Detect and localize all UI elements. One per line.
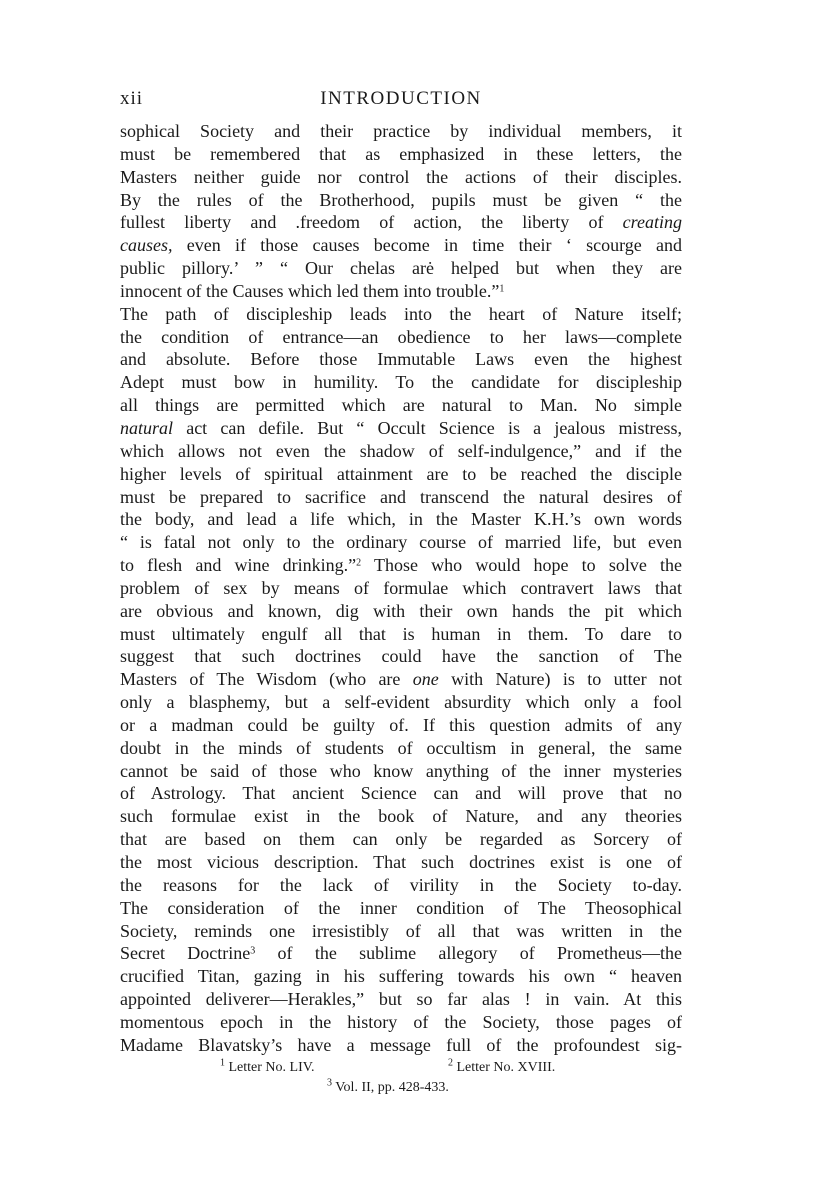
text-run: act can defile. But “ Occult Science is a jealous mistress, (173, 417, 682, 438)
text-run: higher levels of spiritual attainment are to be reached the disciple (120, 463, 682, 484)
text-run: fullest liberty and .freedom of action, the liberty of (120, 212, 623, 233)
text-run: to flesh and wine drinking.” (120, 555, 357, 576)
text-line (120, 326, 682, 349)
text-run: Those who would hope to solve the (361, 555, 682, 576)
text-run: must be remembered that as emphasized in these letters, the (120, 143, 682, 164)
text-run: suggest that such doctrines could have the sanction of The (120, 646, 682, 667)
text-run: doubt in the minds of students of occultism in general, the same (120, 737, 682, 758)
text-line (120, 554, 682, 577)
footnote-3 (327, 1078, 449, 1098)
text-run: only a blasphemy, but a self-evident absurdity which only a fool (120, 692, 682, 713)
text-run: cannot be said of those who know anything of the inner mysteries (120, 760, 682, 781)
footnote-3-text: Vol. II, pp. 428-433. (335, 1080, 449, 1095)
text-line (120, 303, 682, 326)
text-line (120, 645, 682, 668)
text-run: and absolute. Before those Immutable Laws even the highest (120, 349, 682, 370)
text-run: even if those causes become in time their ‘ scourge and (172, 235, 682, 256)
text-run: the most vicious description. That such doctrines exist is one of (120, 852, 682, 872)
text-run: must be prepared to sacrifice and transcend the natural desires of (120, 486, 682, 507)
text-run: are obvious and known, dig with their own hands the pit which (120, 600, 682, 621)
text-run: appointed deliverer—Herakles,” but so far alas ! in vain. At this (120, 989, 682, 1010)
italic-text: causes, (120, 235, 173, 256)
text-line (120, 166, 682, 189)
footnote-ref: 1 (499, 283, 505, 295)
text-line (120, 714, 682, 737)
text-line (120, 577, 682, 600)
text-run: The path of discipleship leads into the heart of Nature itself; (120, 303, 682, 324)
text-line (120, 851, 682, 874)
text-line (120, 508, 682, 531)
text-line (120, 828, 682, 851)
text-run: the body, and lead a life which, in the Master K.H.’s own words (120, 509, 682, 530)
text-run: Masters neither guide nor control the actions of their disciples. (120, 166, 682, 187)
text-run: the condition of entrance—an obedience to her laws—complete (120, 326, 682, 347)
text-line (120, 942, 682, 965)
text-line (120, 965, 682, 988)
text-line (120, 120, 682, 143)
text-line (120, 805, 682, 828)
text-run: must ultimately engulf all that is human in them. To dare to (120, 623, 682, 644)
text-line (120, 371, 682, 394)
text-run: Masters of The Wisdom (who are (120, 669, 413, 690)
text-run: with Nature) is to utter not (438, 669, 682, 690)
text-run: or a madman could be guilty of. If this question admits of any (120, 714, 682, 735)
footnote-ref: 2 (356, 557, 362, 569)
text-run: of Astrology. That ancient Science can and will prove that no (120, 783, 682, 804)
text-line (120, 531, 682, 554)
page-header (120, 88, 682, 116)
italic-text: one (412, 669, 439, 690)
page-number: xii (120, 88, 144, 109)
italic-text: creating (622, 212, 682, 233)
text-run: which allows not even the shadow of self-indulgence,” and if the (120, 440, 682, 461)
text-run: crucified Titan, gazing in his suffering towards his own “ heaven (120, 966, 682, 987)
text-line (120, 782, 682, 805)
text-line (120, 189, 682, 212)
text-run: sophical Society and their practice by individual members, it (120, 121, 682, 141)
text-run: innocent of the Causes which led them into trouble.” (120, 280, 500, 301)
text-run: Adept must bow in humility. To the candidate for discipleship (120, 372, 682, 393)
footnote-2-text: Letter No. XVIII. (456, 1060, 556, 1075)
text-run: Society, reminds one irresistibly of all that was written in the (120, 920, 682, 941)
text-line (120, 668, 682, 691)
footnote-2-mark: 2 (448, 1057, 453, 1069)
text-line (120, 760, 682, 783)
text-line (120, 874, 682, 897)
text-run: that are based on them can only be regarded as Sorcery of (120, 829, 682, 850)
text-line (120, 1034, 682, 1057)
text-line (120, 234, 682, 257)
text-line (120, 348, 682, 371)
footnote-3-mark: 3 (327, 1077, 332, 1089)
text-line (120, 691, 682, 714)
text-line (120, 600, 682, 623)
text-run: all things are permitted which are natural to Man. No simple (120, 395, 682, 416)
text-line (120, 257, 682, 280)
text-line (120, 1011, 682, 1034)
text-run: By the rules of the Brotherhood, pupils must be given “ the (120, 189, 682, 210)
text-line (120, 280, 682, 303)
text-line (120, 737, 682, 760)
footnote-1-text: Letter No. LIV. (228, 1060, 315, 1075)
text-line (120, 897, 682, 920)
text-run: “ is fatal not only to the ordinary course of married life, but even (120, 532, 682, 553)
footnote-1-mark: 1 (220, 1057, 225, 1069)
text-run: Secret Doctrine (120, 943, 251, 964)
footnote-row (120, 1057, 682, 1095)
footnotes (120, 1057, 682, 1095)
text-line (120, 463, 682, 486)
text-line (120, 988, 682, 1011)
running-head: INTRODUCTION (320, 88, 482, 109)
text-line (120, 417, 682, 440)
text-run: momentous epoch in the history of the Society, those pages of (120, 1011, 682, 1032)
text-line (120, 143, 682, 166)
text-line (120, 211, 682, 234)
footnote-1 (220, 1058, 315, 1078)
text-run: of the sublime allegory of Prometheus—the (255, 943, 682, 964)
text-run: public pillory.’ ” “ Our chelas arė helped but when they are (120, 258, 682, 279)
text-line (120, 623, 682, 646)
text-line (120, 440, 682, 463)
footnote-2 (448, 1058, 555, 1078)
text-run: problem of sex by means of formulae which contravert laws that (120, 577, 682, 598)
body-text (120, 120, 682, 1057)
text-line (120, 486, 682, 509)
text-run: such formulae exist in the book of Nature, and any theories (120, 806, 682, 827)
text-run: Madame Blavatsky’s have a message full of the profoundest sig- (120, 1034, 682, 1055)
text-run: The consideration of the inner condition of The Theosophical (120, 897, 682, 918)
italic-text: natural (120, 417, 174, 438)
footnote-ref: 3 (250, 945, 256, 957)
text-run: the reasons for the lack of virility in the Society to-day. (120, 874, 682, 895)
text-line (120, 394, 682, 417)
text-line (120, 920, 682, 943)
